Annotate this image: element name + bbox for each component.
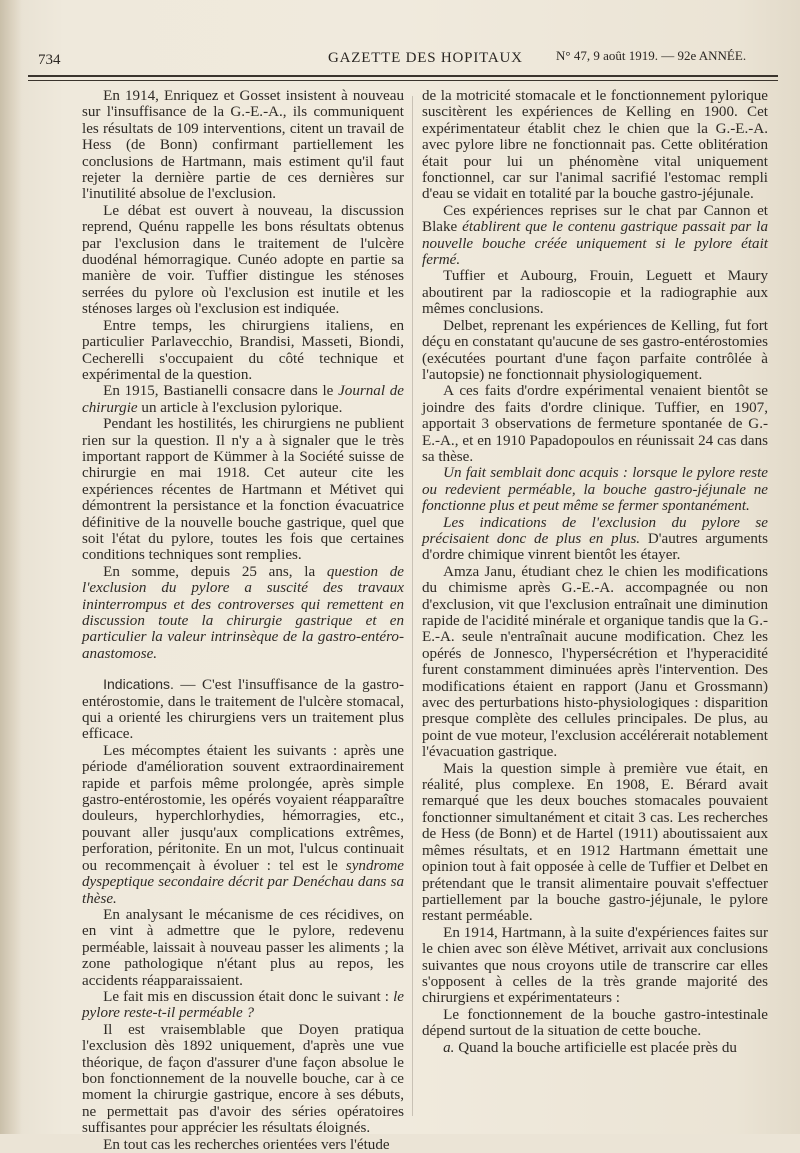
paragraph: En 1914, Hartmann, à la suite d'expériences faites sur le chien avec son élève Métivet, arrivait aux conclusions suivantes que nous croyons utile de transcrire car elles s'opposent à celles de la très grande majorité des chirurgiens et expérimentateurs : (422, 924, 768, 1007)
section-heading: Indications. (103, 676, 174, 693)
paragraph: Tuffier et Aubourg, Frouin, Leguett et Maury aboutirent par la radioscopie et la radiographie aux mêmes conclusions. (422, 268, 768, 318)
paragraph (82, 989, 404, 1022)
paragraph: En analysant le mécanisme de ces récidives, on en vint à admettre que le pylore, redevenu perméable, laissait à nouveau passer les aliments ; la zone pathologique n'étant plus au repos, les accidents réapparaissaient. (82, 906, 404, 989)
journal-title: GAZETTE DES HOPITAUX (328, 50, 523, 66)
column-divider (412, 96, 413, 1116)
italic-text: syndrome dyspeptique secondaire décrit par Denéchau dans sa thèse. (82, 857, 404, 907)
paragraph: Il est vraisemblable que Doyen pratiqua l'exclusion dès 1892 uniquement, d'après une vue théorique, de façon d'assurer d'une façon absolue le bon fonctionnement de la nouvelle bouche, car à ce moment la chirurgie gastrique, encore à ses débuts, ne permettait pas d'avoir des séries opératoires suffisantes pour apprécier les résultats éloignés. (82, 1021, 404, 1137)
italic-text: a. (443, 1039, 455, 1056)
paragraph: A ces faits d'ordre expérimental venaient bientôt se joindre des faits d'ordre clinique. Tuffier, en 1907, apportait 3 observations de fermeture spontanée de G.-E.-A., et en 1910 Papadopoulos en réunissait 24 cas dans sa thèse. (422, 383, 768, 465)
paragraph-text: D'autres arguments d'ordre chimique vinrent bientôt les étayer. (422, 530, 768, 564)
right-text-column (422, 88, 768, 1056)
paragraph (82, 676, 404, 743)
paragraph-text: En 1915, Bastianelli consacre dans le (103, 383, 339, 400)
paragraph-text: Ces expériences reprises sur le chat par Cannon et Blake (422, 202, 768, 236)
header-rule-thick (28, 75, 778, 77)
paragraph (82, 743, 404, 907)
italic-text: question de l'exclusion du pylore a suscité des travaux ininterrompus et des controverses qui remettent en discussion toute la chirurgie gastrique et en particulier la valeur intrinsèque de la gastro-entéro-anastomose. (82, 563, 404, 662)
paragraph: Le débat est ouvert à nouveau, la discussion reprend, Quénu rappelle les bons résultats obtenus par l'exclusion dans le traitement de l'ulcère duodénal hémorragique. Cunéo adopte en partie sa manière de voir. Tuffier distingue les sténoses serrées du pylore où l'exclusion est inutile et les sténoses larges où l'exclusion est indiquée. (82, 202, 404, 318)
paragraph: de la motricité stomacale et le fonctionnement pylorique suscitèrent les expériences de Kelling en 1900. Cet expérimentateur établit chez le chien que la G.-E.-A. avec pylore libre ne fonctionnait pas. Cette oblitération était pour lui un phénomène vital uniquement fonctionnel, car sur l'animal sacrifié l'estomac rempli d'eau se vidait en totalité par la bouche gastro-jéjunale. (422, 88, 768, 203)
paragraph: Mais la question simple à première vue était, en réalité, plus complexe. En 1908, E. Bérard avait remarqué que les deux bouches stomacales pouvaient fonctionner simultanément et citait 3 cas. Les recherches de Hess (de Bonn) et de Hartel (1911) aboutissaient aux mêmes résultats, et en 1912 Hartmann émettait une opinion tout à fait opposée à celle de Tuffier et Delbet en prétendant que le transit alimentaire pouvait s'effectuer partiellement par la bouche gastro-jéjunale, le pylore restant perméable. (422, 760, 768, 925)
paragraph: Amza Janu, étudiant chez le chien les modifications du chimisme après G.-E.-A. accompagnée ou non d'exclusion, vit que l'exclusion entraînait une diminution rapide de l'acidité minérale et organique tandis que la G.-E.-A. seule n'entraînait aucune modification. Chez les opérés de Jonnesco, l'hypersécrétion et l'hyperacidité furent constamment diminuées après l'intervention. Des modifications étaient en rapport (Janu et Grossmann) avec des perturbations histo-physiologiques : disparition presque complète des cellules principales. De plus, au point de vue moteur, l'exclusion accélérerait notablement l'évacuation gastrique. (422, 563, 768, 761)
issue-info: N° 47, 9 août 1919. — 92e ANNÉE. (556, 48, 747, 63)
paragraph-text: Le fait mis en discussion était donc le suivant : (103, 988, 394, 1005)
paragraph (82, 383, 404, 416)
paragraph (422, 515, 768, 564)
paragraph: En tout cas les recherches orientées vers l'étude (103, 1136, 390, 1153)
paragraph (82, 564, 404, 662)
paragraph-text: Quand la bouche artificielle est placée près du (454, 1039, 737, 1056)
paragraph: Pendant les hostilités, les chirurgiens ne publient rien sur la question. Il n'y a à signaler que le très important rapport de Kümmer à la Société suisse de chirurgie en mai 1918. Cet auteur cite les expériences récentes de Hartmann et Métivet qui démontrent la persistance et la fonction évacuatrice définitive de la nouvelle bouche gastrique, quel que soit l'état du pylore, toutes les fois que certaines conditions techniques sont remplies. (82, 416, 404, 564)
page-binding-edge (0, 0, 22, 1134)
header-rule-thin (28, 80, 778, 81)
paragraph (422, 1040, 768, 1056)
paragraph-text: — C'est l'insuffisance de la gastro-entérostomie, dans le traitement de l'ulcère stomacal, qui a orienté les chirurgiens vers un traitement plus efficace. (82, 677, 404, 743)
paragraph: Entre temps, les chirurgiens italiens, en particulier Parlavecchio, Brandisi, Masseti, Biondi, Cecherelli s'occupaient du côté technique et expérimental de la question. (82, 317, 404, 383)
italic-text: établirent que le contenu gastrique passait par la nouvelle bouche créée uniquement si le pylore était fermé. (422, 219, 768, 269)
paragraph: Le fonctionnement de la bouche gastro-intestinale dépend surtout de la situation de cette bouche. (422, 1006, 768, 1040)
page-number: 734 (38, 52, 61, 68)
paragraph-text: Les mécomptes étaient les suivants : après une période d'amélioration souvent extraordinairement rapide et parfois même prolongée, après simple gastro-entérostomie, les opérés voyaient réapparaître douleurs, hyperchlorhydies, hémorragies, etc., pouvant aller jusqu'aux complications extrêmes, perforation, péritonite. En un mot, l'ulcus continuait ou recommençait à évoluer : tel est le (82, 742, 404, 874)
italic-text: Les indications de l'exclusion du pylore se précisaient donc de plus en plus. (422, 514, 768, 547)
paragraph-text: En somme, depuis 25 ans, la (103, 563, 327, 580)
paragraph: En 1914, Enriquez et Gosset insistent à nouveau sur l'insuffisance de la G.-E.-A., ils communiquent les résultats de 109 interventions, citent un travail de Hess (de Bonn) confirmant partiellement les conclusions de Hartmann, mais estiment qu'il faut rejeter la dernière partie de ces dernières sur l'inutilité absolue de l'exclusion. (82, 88, 404, 203)
italic-text: Un fait semblait donc acquis : lorsque le pylore reste ou redevient perméable, la bouche gastro-jéjunale ne fonctionne plus et peut même se fermer spontanément. (422, 465, 768, 515)
paragraph (422, 203, 768, 269)
italic-text: Journal de chirurgie (82, 383, 404, 416)
paragraph (422, 465, 768, 514)
running-header (28, 44, 778, 74)
paragraph-text: un article à l'exclusion pylorique. (137, 399, 343, 416)
paragraph: Delbet, reprenant les expériences de Kelling, fut fort déçu en constatant qu'aucune de ses gastro-entérostomies (exécutées pourtant d'une façon parfaite contrôlée à l'autopsie) ne fonctionnait physiologiquement. (422, 317, 768, 383)
italic-text: le pylore reste-t-il perméable ? (82, 988, 404, 1022)
left-text-column (82, 88, 404, 1153)
